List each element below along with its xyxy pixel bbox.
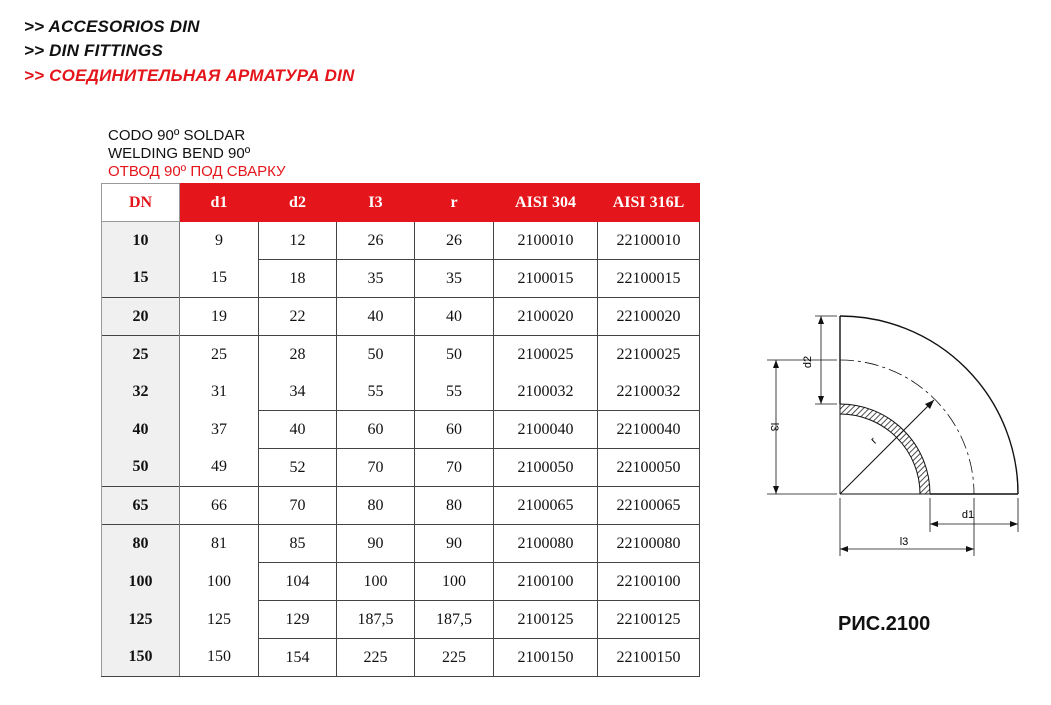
spec-table: [101, 183, 700, 677]
header-russian: >> СОЕДИНИТЕЛЬНАЯ АРМАТУРА DIN: [24, 66, 355, 85]
col-header-dn: DN: [102, 184, 180, 222]
cell-aisi316l: 22100065: [598, 487, 700, 525]
cell-l3: 35: [337, 260, 415, 298]
cell-d2: 70: [259, 487, 337, 525]
table-header-row: [102, 184, 700, 222]
cell-d2: 85: [259, 525, 337, 563]
table-row: [102, 336, 700, 374]
cell-r: 187,5: [415, 601, 494, 639]
cell-r: 100: [415, 563, 494, 601]
table-row: [102, 222, 700, 260]
table-row: [102, 298, 700, 336]
cell-d2: 129: [259, 601, 337, 639]
cell-r: 50: [415, 336, 494, 374]
table-row: [102, 411, 700, 449]
cell-aisi304: 2100050: [494, 449, 598, 487]
cell-aisi304: 2100020: [494, 298, 598, 336]
cell-dn: 100: [102, 563, 180, 601]
cell-r: 40: [415, 298, 494, 336]
table-row: [102, 639, 700, 677]
cell-d1: 19: [180, 298, 259, 336]
header-accesorios: >> ACCESORIOS DIN: [24, 17, 200, 36]
cell-l3: 225: [337, 639, 415, 677]
cell-aisi304: 2100065: [494, 487, 598, 525]
table-row: [102, 487, 700, 525]
cell-dn: 65: [102, 487, 180, 525]
cell-aisi316l: 22100150: [598, 639, 700, 677]
cell-dn: 15: [102, 260, 180, 298]
cell-dn: 20: [102, 298, 180, 336]
cell-aisi316l: 22100010: [598, 222, 700, 260]
cell-dn: 40: [102, 411, 180, 449]
cell-d1: 125: [180, 601, 259, 639]
figure-caption: РИС.2100: [838, 613, 931, 635]
cell-aisi316l: 22100050: [598, 449, 700, 487]
elbow-drawing: [745, 300, 1035, 570]
cell-d2: 22: [259, 298, 337, 336]
subtitle-english: WELDING BEND 90º: [108, 145, 251, 162]
cell-l3: 26: [337, 222, 415, 260]
cell-r: 90: [415, 525, 494, 563]
cell-aisi304: 2100100: [494, 563, 598, 601]
cell-dn: 150: [102, 639, 180, 677]
cell-d2: 34: [259, 373, 337, 411]
label-l3-horizontal: l3: [899, 536, 909, 548]
cell-aisi316l: 22100125: [598, 601, 700, 639]
cell-r: 55: [415, 373, 494, 411]
cell-aisi304: 2100125: [494, 601, 598, 639]
cell-aisi304: 2100080: [494, 525, 598, 563]
cell-d2: 104: [259, 563, 337, 601]
cell-l3: 70: [337, 449, 415, 487]
cell-aisi316l: 22100025: [598, 336, 700, 374]
cell-l3: 50: [337, 336, 415, 374]
label-r: r: [868, 435, 880, 447]
cell-d2: 18: [259, 260, 337, 298]
label-l3-vertical: l3: [768, 422, 780, 432]
cell-d2: 12: [259, 222, 337, 260]
cell-l3: 90: [337, 525, 415, 563]
cell-aisi304: 2100032: [494, 373, 598, 411]
cell-aisi316l: 22100080: [598, 525, 700, 563]
subtitle-spanish: CODO 90º SOLDAR: [108, 127, 246, 144]
cell-aisi304: 2100025: [494, 336, 598, 374]
cell-aisi304: 2100010: [494, 222, 598, 260]
cell-d2: 52: [259, 449, 337, 487]
cell-dn: 25: [102, 336, 180, 374]
cell-r: 225: [415, 639, 494, 677]
table-row: [102, 373, 700, 411]
cell-d1: 15: [180, 260, 259, 298]
cell-d1: 31: [180, 373, 259, 411]
col-header-d2: d2: [259, 184, 337, 222]
cell-aisi316l: 22100032: [598, 373, 700, 411]
cell-d1: 25: [180, 336, 259, 374]
cell-aisi304: 2100150: [494, 639, 598, 677]
cell-d1: 81: [180, 525, 259, 563]
cell-d2: 28: [259, 336, 337, 374]
cell-r: 26: [415, 222, 494, 260]
cell-l3: 60: [337, 411, 415, 449]
cell-d2: 40: [259, 411, 337, 449]
cell-d1: 9: [180, 222, 259, 260]
col-header-d1: d1: [180, 184, 259, 222]
table-row: [102, 449, 700, 487]
col-header-aisi304: AISI 304: [494, 184, 598, 222]
header-din-fittings: >> DIN FITTINGS: [24, 41, 164, 60]
cell-dn: 125: [102, 601, 180, 639]
cell-r: 70: [415, 449, 494, 487]
cell-d1: 49: [180, 449, 259, 487]
table-row: [102, 260, 700, 298]
cell-l3: 55: [337, 373, 415, 411]
cell-aisi304: 2100040: [494, 411, 598, 449]
col-header-l3: I3: [337, 184, 415, 222]
cell-dn: 80: [102, 525, 180, 563]
cell-aisi316l: 22100015: [598, 260, 700, 298]
label-d2: d2: [802, 355, 814, 369]
cell-l3: 80: [337, 487, 415, 525]
cell-aisi316l: 22100020: [598, 298, 700, 336]
cell-d1: 37: [180, 411, 259, 449]
table-row: [102, 601, 700, 639]
label-d1: d1: [961, 509, 975, 521]
cell-aisi304: 2100015: [494, 260, 598, 298]
cell-d1: 150: [180, 639, 259, 677]
cell-aisi316l: 22100100: [598, 563, 700, 601]
cell-d1: 100: [180, 563, 259, 601]
table-row: [102, 525, 700, 563]
cell-r: 35: [415, 260, 494, 298]
cell-l3: 100: [337, 563, 415, 601]
cell-l3: 40: [337, 298, 415, 336]
cell-dn: 50: [102, 449, 180, 487]
table-row: [102, 563, 700, 601]
cell-r: 60: [415, 411, 494, 449]
cell-d2: 154: [259, 639, 337, 677]
cell-aisi316l: 22100040: [598, 411, 700, 449]
cell-r: 80: [415, 487, 494, 525]
cell-d1: 66: [180, 487, 259, 525]
subtitle-russian: ОТВОД 90º ПОД СВАРКУ: [108, 163, 286, 180]
cell-dn: 32: [102, 373, 180, 411]
col-header-aisi316l: AISI 316L: [598, 184, 700, 222]
cell-dn: 10: [102, 222, 180, 260]
col-header-r: r: [415, 184, 494, 222]
cell-l3: 187,5: [337, 601, 415, 639]
